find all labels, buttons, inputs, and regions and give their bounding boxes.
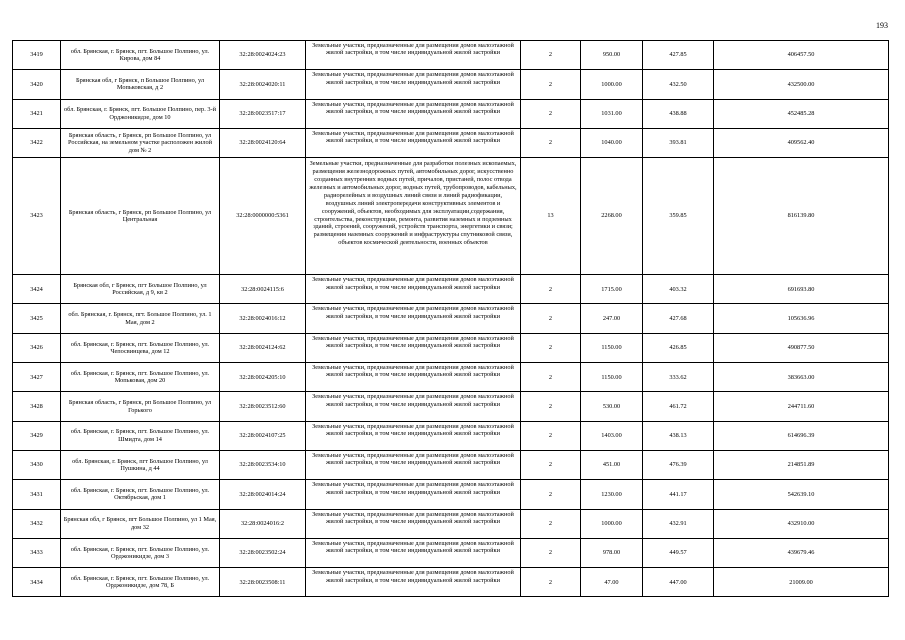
group-code-cell-text: 2	[548, 110, 553, 118]
specific-value-cell-text: 403.32	[669, 285, 687, 293]
area-cell-text: 1150.00	[601, 373, 622, 381]
specific-value-cell	[643, 480, 714, 509]
land-purpose-cell-text: Земельные участки, предназначенные для размещения домов малоэтажной жилой застройки, в том числе индивидуальной жилой застройки	[312, 334, 514, 350]
specific-value-cell-text: 427.68	[669, 314, 687, 322]
cadastral-value-cell-text: 439679.46	[787, 549, 815, 557]
row-number-cell	[13, 363, 61, 392]
area-cell	[581, 99, 643, 128]
cadastral-value-cell-text: 409562.40	[787, 139, 815, 147]
land-purpose-cell-text: Земельные участки, предназначенные для размещения домов малоэтажной жилой застройки, в том числе индивидуальной жилой застройки	[312, 510, 514, 525]
area-cell-text: 1403.00	[601, 432, 622, 440]
land-purpose-cell-text: Земельные участки, предназначенные для размещения домов малоэтажной жилой застройки, в том числе индивидуальной жилой застройки	[312, 451, 514, 467]
group-code-cell-text: 2	[548, 139, 553, 147]
group-code-cell	[521, 275, 581, 304]
address-cell	[61, 304, 220, 333]
specific-value-cell-text: 359.85	[669, 212, 687, 220]
land-purpose-cell	[306, 421, 521, 450]
row-number-cell-text: 3422	[30, 139, 43, 147]
land-purpose-cell	[306, 158, 521, 275]
cadastral-number-cell-text: 32:28:0024020:11	[239, 80, 286, 88]
cadastral-number-cell-text: 32:28:0023534:10	[239, 461, 286, 469]
specific-value-cell-text: 441.17	[669, 490, 687, 498]
table-row	[13, 70, 889, 99]
row-number-cell-text: 3432	[30, 520, 43, 527]
land-purpose-cell-text: Земельные участки, предназначенные для разработки полезных ископаемых, размещения железнодорожных путей, автомобильных дорог, искусственно созданных внутренних водных путей, причалов, пристаней, полос отвода железных и автомобильных дорог, водных путей, трубопроводов, кабельных, радиорелейных и воздушных линий связи и линий радиофикации, воздушных линий электропередачи конструктивных элементов и сооружений, объектов, необходимых для эксплуатации,содержания, строительства, реконструкции, ремонта, развития наземных и подземных зданий, строений, сооружений, устройств транспорта, энергетики и связи; размещения наземных сооружений и инфраструктуры спутниковой связи, объектов космической деятельности, военных объектов	[309, 160, 517, 247]
cadastral-value-cell-text: 452485.28	[787, 110, 815, 118]
cadastral-number-cell-text: 32:28:0024024:23	[239, 51, 286, 59]
cadastral-number-cell-text: 32:28:0024107:25	[239, 432, 286, 440]
land-purpose-cell	[306, 70, 521, 99]
cadastral-value-cell	[714, 392, 889, 421]
cadastral-number-cell-text: 32:28:0024016:2	[240, 520, 285, 527]
cadastral-value-cell-text: 244711.60	[787, 402, 815, 410]
group-code-cell	[521, 450, 581, 479]
address-cell	[61, 41, 220, 70]
row-number-cell-text: 3431	[30, 490, 43, 498]
cadastral-number-cell	[220, 363, 306, 392]
land-purpose-cell	[306, 304, 521, 333]
row-number-cell-text: 3426	[30, 344, 43, 352]
group-code-cell	[521, 421, 581, 450]
specific-value-cell-text: 426.85	[669, 344, 687, 352]
cadastral-value-cell	[714, 509, 889, 538]
row-number-cell	[13, 333, 61, 362]
row-number-cell-text: 3433	[30, 549, 43, 557]
area-cell	[581, 480, 643, 509]
row-number-cell	[13, 568, 61, 597]
area-cell	[581, 333, 643, 362]
land-purpose-cell-text: Земельные участки, предназначенные для размещения домов малоэтажной жилой застройки, в том числе индивидуальной жилой застройки	[312, 305, 514, 320]
row-number-cell-text: 3425	[30, 314, 43, 322]
specific-value-cell-text: 333.62	[669, 373, 687, 381]
cadastral-value-cell	[714, 304, 889, 333]
cadastral-number-cell	[220, 158, 306, 275]
area-cell-text: 1000.00	[601, 520, 622, 527]
cadastral-value-cell-text: 432910.00	[787, 520, 815, 527]
specific-value-cell	[643, 128, 714, 157]
group-code-cell	[521, 568, 581, 597]
row-number-cell-text: 3419	[30, 51, 43, 59]
area-cell-text: 1031.00	[601, 110, 622, 118]
cadastral-value-cell	[714, 99, 889, 128]
address-cell-text: Брянская область, г Брянск, рп Большое Полпино, ул Центральная	[68, 208, 212, 224]
cadastral-number-cell	[220, 480, 306, 509]
address-cell	[61, 99, 220, 128]
address-cell-text: обл. Брянская, г. Брянск, пгт. Большое Полпино, ул. Октябрьская, дом 1	[70, 487, 210, 502]
address-cell-text: обл. Брянская, г. Брянск, пгт. Большое Полпино, ул. Орджоникидзе, дом 78, Б	[70, 574, 210, 590]
row-number-cell-text: 3427	[30, 373, 43, 381]
cadastral-value-cell	[714, 363, 889, 392]
row-number-cell	[13, 99, 61, 128]
land-purpose-cell	[306, 363, 521, 392]
address-cell-text: обл. Брянская, г. Брянск, пгт. Большое Полпино, ул. Кирова, дом 84	[70, 47, 210, 63]
cadastral-number-cell-text: 32:28:0023502:24	[239, 549, 286, 557]
address-cell	[61, 509, 220, 538]
cadastral-value-cell	[714, 450, 889, 479]
address-cell-text: обл. Брянская, г. Брянск, пгт Большое Полпино, ул Пушкина, д 44	[72, 457, 208, 473]
area-cell	[581, 304, 643, 333]
cadastral-number-cell	[220, 304, 306, 333]
specific-value-cell	[643, 450, 714, 479]
row-number-cell	[13, 70, 61, 99]
address-cell	[61, 392, 220, 421]
group-code-cell	[521, 99, 581, 128]
cadastral-value-cell-text: 490877.50	[787, 344, 815, 352]
group-code-cell	[521, 538, 581, 567]
row-number-cell	[13, 304, 61, 333]
specific-value-cell-text: 438.88	[669, 110, 687, 118]
area-cell-text: 47.00	[604, 578, 619, 586]
row-number-cell-text: 3428	[30, 402, 43, 410]
address-cell-text: обл. Брянская, г. Брянск, пгт. Большое Полпино, ул. Мопьковая, дом 20	[70, 369, 210, 385]
group-code-cell-text: 2	[548, 373, 553, 381]
group-code-cell-text: 2	[548, 461, 553, 469]
address-cell-text: обл. Брянская, г. Брянск, пгт. Большое Полпино, ул. Чепосвинцева, дом 12	[70, 340, 210, 355]
table-row	[13, 158, 889, 275]
cadastral-value-cell-text: 21009.00	[789, 578, 813, 586]
specific-value-cell	[643, 363, 714, 392]
land-purpose-cell-text: Земельные участки, предназначенные для размещения домов малоэтажной жилой застройки, в том числе индивидуальной жилой застройки	[312, 71, 514, 86]
row-number-cell	[13, 480, 61, 509]
row-number-cell	[13, 538, 61, 567]
land-purpose-cell-text: Земельные участки, предназначенные для размещения домов малоэтажной жилой застройки, в том числе индивидуальной жилой застройки	[312, 42, 514, 57]
area-cell	[581, 158, 643, 275]
land-purpose-cell	[306, 128, 521, 157]
group-code-cell	[521, 333, 581, 362]
area-cell	[581, 538, 643, 567]
group-code-cell-text: 2	[548, 314, 553, 322]
row-number-cell-text: 3430	[30, 461, 43, 469]
specific-value-cell	[643, 509, 714, 538]
land-purpose-cell	[306, 450, 521, 479]
land-purpose-cell	[306, 509, 521, 538]
row-number-cell	[13, 509, 61, 538]
cadastral-number-cell	[220, 128, 306, 157]
address-cell	[61, 158, 220, 275]
cadastral-number-cell-text: 32:28:0024205:10	[239, 373, 286, 381]
cadastral-value-cell	[714, 568, 889, 597]
table-row	[13, 333, 889, 362]
land-purpose-cell-text: Земельные участки, предназначенные для размещения домов малоэтажной жилой застройки, в том числе индивидуальной жилой застройки	[312, 364, 514, 379]
land-purpose-cell-text: Земельные участки, предназначенные для размещения домов малоэтажной жилой застройки, в том числе индивидуальной жилой застройки	[312, 481, 514, 496]
land-purpose-cell-text: Земельные участки, предназначенные для размещения домов малоэтажной жилой застройки, в том числе индивидуальной жилой застройки	[312, 422, 514, 438]
row-number-cell-text: 3421	[30, 110, 43, 118]
address-cell	[61, 538, 220, 567]
table-row	[13, 421, 889, 450]
row-number-cell	[13, 392, 61, 421]
land-purpose-cell	[306, 41, 521, 70]
table-row	[13, 538, 889, 567]
specific-value-cell-text: 438.13	[669, 432, 687, 440]
group-code-cell-text: 2	[548, 344, 553, 352]
table-row	[13, 392, 889, 421]
cadastral-value-cell-text: 105636.96	[787, 314, 815, 322]
area-cell	[581, 128, 643, 157]
cadastral-number-cell-text: 32:28:0024120:64	[239, 139, 286, 147]
cadastral-number-cell	[220, 41, 306, 70]
page-number: 193	[876, 21, 888, 30]
land-purpose-cell	[306, 275, 521, 304]
cadastral-number-cell-text: 32:28:0023512:60	[239, 402, 286, 410]
row-number-cell-text: 3420	[30, 80, 43, 88]
cadastral-value-cell-text: 406457.50	[787, 51, 815, 59]
group-code-cell	[521, 509, 581, 538]
address-cell	[61, 363, 220, 392]
land-purpose-cell	[306, 392, 521, 421]
area-cell-text: 2268.00	[601, 212, 622, 220]
row-number-cell	[13, 128, 61, 157]
specific-value-cell	[643, 70, 714, 99]
land-purpose-cell	[306, 480, 521, 509]
row-number-cell-text: 3424	[30, 285, 43, 293]
table-row	[13, 450, 889, 479]
cadastral-value-cell	[714, 158, 889, 275]
address-cell	[61, 333, 220, 362]
land-purpose-cell-text: Земельные участки, предназначенные для размещения домов малоэтажной жилой застройки, в том числе индивидуальной жилой застройки	[312, 569, 514, 584]
cadastral-value-cell	[714, 421, 889, 450]
cadastral-value-cell-text: 542639.10	[787, 490, 815, 498]
land-purpose-cell-text: Земельные участки, предназначенные для размещения домов малоэтажной жилой застройки, в том числе индивидуальной жилой застройки	[312, 100, 514, 115]
address-cell	[61, 275, 220, 304]
row-number-cell-text: 3429	[30, 432, 43, 440]
table-row	[13, 128, 889, 157]
cadastral-number-cell-text: 32:28:0023508:11	[239, 578, 286, 586]
area-cell-text: 1150.00	[601, 344, 622, 352]
row-number-cell	[13, 275, 61, 304]
cadastral-number-cell	[220, 70, 306, 99]
row-number-cell-text: 3423	[30, 212, 43, 220]
specific-value-cell-text: 449.57	[669, 549, 687, 557]
cadastral-number-cell	[220, 450, 306, 479]
cadastral-value-cell	[714, 538, 889, 567]
cadastral-number-cell	[220, 509, 306, 538]
cadastral-number-cell-text: 32:28:0000000:5361	[236, 212, 289, 220]
specific-value-cell-text: 393.81	[669, 139, 687, 147]
group-code-cell	[521, 480, 581, 509]
area-cell	[581, 41, 643, 70]
cadastral-number-cell	[220, 333, 306, 362]
specific-value-cell-text: 432.91	[669, 520, 687, 527]
area-cell-text: 978.00	[602, 549, 621, 557]
row-number-cell	[13, 421, 61, 450]
specific-value-cell	[643, 538, 714, 567]
cadastral-number-cell	[220, 421, 306, 450]
address-cell	[61, 128, 220, 157]
address-cell-text: Брянская обл, г Брянск, пгт Большое Полпино, ул Российская, д 9, кв 2	[73, 281, 207, 297]
address-cell	[61, 450, 220, 479]
land-purpose-cell	[306, 568, 521, 597]
land-purpose-cell	[306, 333, 521, 362]
land-purpose-cell	[306, 538, 521, 567]
specific-value-cell-text: 447.00	[669, 578, 687, 586]
group-code-cell-text: 2	[548, 285, 553, 293]
area-cell	[581, 392, 643, 421]
specific-value-cell	[643, 392, 714, 421]
address-cell	[61, 70, 220, 99]
cadastral-value-cell-text: 432500.00	[787, 80, 815, 88]
land-purpose-cell-text: Земельные участки, предназначенные для размещения домов малоэтажной жилой застройки, в том числе индивидуальной жилой застройки	[312, 539, 514, 555]
specific-value-cell	[643, 99, 714, 128]
table-row	[13, 480, 889, 509]
address-cell-text: Брянская область, г Брянск, рп Большое Полпино, ул Российская, на земельном участке расположен жилой дом № 2	[68, 131, 212, 154]
cadastral-value-cell	[714, 70, 889, 99]
group-code-cell-text: 2	[548, 80, 553, 88]
row-number-cell	[13, 450, 61, 479]
cadastral-value-cell-text: 383663.00	[787, 373, 815, 381]
area-cell	[581, 363, 643, 392]
cadastral-value-cell	[714, 333, 889, 362]
address-cell	[61, 421, 220, 450]
specific-value-cell	[643, 158, 714, 275]
specific-value-cell	[643, 304, 714, 333]
address-cell-text: обл. Брянская, г. Брянск, пгт. Большое Полпино, пер. 3-й Орджоникидзе, дом 10	[64, 106, 216, 121]
row-number-cell	[13, 158, 61, 275]
table-row	[13, 363, 889, 392]
row-number-cell-text: 3434	[30, 578, 43, 586]
specific-value-cell	[643, 275, 714, 304]
specific-value-cell-text: 427.85	[669, 51, 687, 59]
address-cell-text: Брянская обл, г Брянск, пгт Большое Полпино, ул 1 Мая, дом 32	[63, 516, 217, 531]
land-purpose-cell-text: Земельные участки, предназначенные для размещения домов малоэтажной жилой застройки, в том числе индивидуальной жилой застройки	[312, 393, 514, 408]
address-cell-text: обл. Брянская, г. Брянск, пгт. Большое Полпино, ул. 1 Мая, дом 2	[68, 311, 212, 326]
cadastral-number-cell-text: 32:28:0024016:12	[239, 314, 286, 322]
specific-value-cell-text: 476.39	[669, 461, 687, 469]
area-cell-text: 1230.00	[601, 490, 622, 498]
group-code-cell	[521, 392, 581, 421]
address-cell-text: обл. Брянская, г. Брянск, пгт. Большое Полпино, ул. Орджоникидзе, дом 3	[70, 545, 210, 560]
cadastral-value-cell	[714, 128, 889, 157]
table-row	[13, 568, 889, 597]
group-code-cell	[521, 158, 581, 275]
group-code-cell-text: 13	[547, 212, 554, 220]
specific-value-cell	[643, 333, 714, 362]
land-purpose-cell-text: Земельные участки, предназначенные для размещения домов малоэтажной жилой застройки, в том числе индивидуальной жилой застройки	[312, 276, 514, 291]
table-body	[13, 41, 889, 597]
cadastral-value-cell	[714, 275, 889, 304]
group-code-cell-text: 2	[548, 578, 553, 586]
cadastral-value-cell	[714, 41, 889, 70]
area-cell-text: 950.00	[602, 51, 621, 59]
group-code-cell	[521, 363, 581, 392]
specific-value-cell	[643, 421, 714, 450]
address-cell-text: обл. Брянская, г. Брянск, пгт. Большое Полпино, ул. Шмидта, дом 14	[70, 428, 210, 443]
table-row	[13, 509, 889, 538]
cadastral-value-cell-text: 214851.89	[787, 461, 815, 469]
area-cell-text: 1040.00	[601, 139, 622, 147]
specific-value-cell-text: 461.72	[669, 402, 687, 410]
table-row	[13, 41, 889, 70]
group-code-cell	[521, 41, 581, 70]
address-cell	[61, 568, 220, 597]
cadastral-number-cell	[220, 538, 306, 567]
area-cell-text: 451.00	[602, 461, 621, 469]
group-code-cell	[521, 304, 581, 333]
cadastral-value-cell	[714, 480, 889, 509]
address-cell	[61, 480, 220, 509]
group-code-cell-text: 2	[548, 51, 553, 59]
specific-value-cell	[643, 41, 714, 70]
cadastral-number-cell	[220, 99, 306, 128]
area-cell-text: 1715.00	[601, 285, 622, 293]
area-cell	[581, 70, 643, 99]
cadastral-number-cell	[220, 275, 306, 304]
land-purpose-cell-text: Земельные участки, предназначенные для размещения домов малоэтажной жилой застройки, в том числе индивидуальной жилой застройки	[312, 129, 514, 145]
cadastral-number-cell-text: 32:28:0024124:62	[239, 344, 286, 352]
cadastral-number-cell-text: 32:28:0024014:24	[239, 490, 286, 498]
group-code-cell-text: 2	[548, 520, 553, 527]
area-cell	[581, 568, 643, 597]
table-row	[13, 99, 889, 128]
area-cell-text: 1000.00	[601, 80, 622, 88]
area-cell-text: 530.00	[602, 402, 621, 410]
cadastral-number-cell	[220, 568, 306, 597]
table-row	[13, 304, 889, 333]
land-purpose-cell	[306, 99, 521, 128]
address-cell-text: Брянская обл, г Брянск, п Большое Полпино, ул Мопьковская, д 2	[76, 77, 204, 92]
group-code-cell-text: 2	[548, 490, 553, 498]
row-number-cell	[13, 41, 61, 70]
group-code-cell	[521, 70, 581, 99]
cadastral-value-cell-text: 614696.39	[787, 432, 815, 440]
area-cell	[581, 275, 643, 304]
group-code-cell	[521, 128, 581, 157]
group-code-cell-text: 2	[548, 432, 553, 440]
cadastral-value-cell-text: 816139.80	[787, 212, 815, 220]
group-code-cell-text: 2	[548, 402, 553, 410]
cadastral-number-cell-text: 32:28:0024115:6	[241, 285, 284, 293]
land-plot-register-table	[12, 40, 889, 597]
specific-value-cell-text: 432.50	[669, 80, 687, 88]
area-cell	[581, 421, 643, 450]
area-cell-text: 247.00	[602, 314, 621, 322]
cadastral-number-cell	[220, 392, 306, 421]
area-cell	[581, 450, 643, 479]
area-cell	[581, 509, 643, 538]
cadastral-value-cell-text: 691693.80	[787, 285, 815, 293]
cadastral-number-cell-text: 32:28:0023517:17	[239, 110, 286, 118]
group-code-cell-text: 2	[548, 549, 553, 557]
specific-value-cell	[643, 568, 714, 597]
table-row	[13, 275, 889, 304]
address-cell-text: Брянская область, г Брянск, рп Большое Полпино, ул Горького	[68, 399, 212, 414]
